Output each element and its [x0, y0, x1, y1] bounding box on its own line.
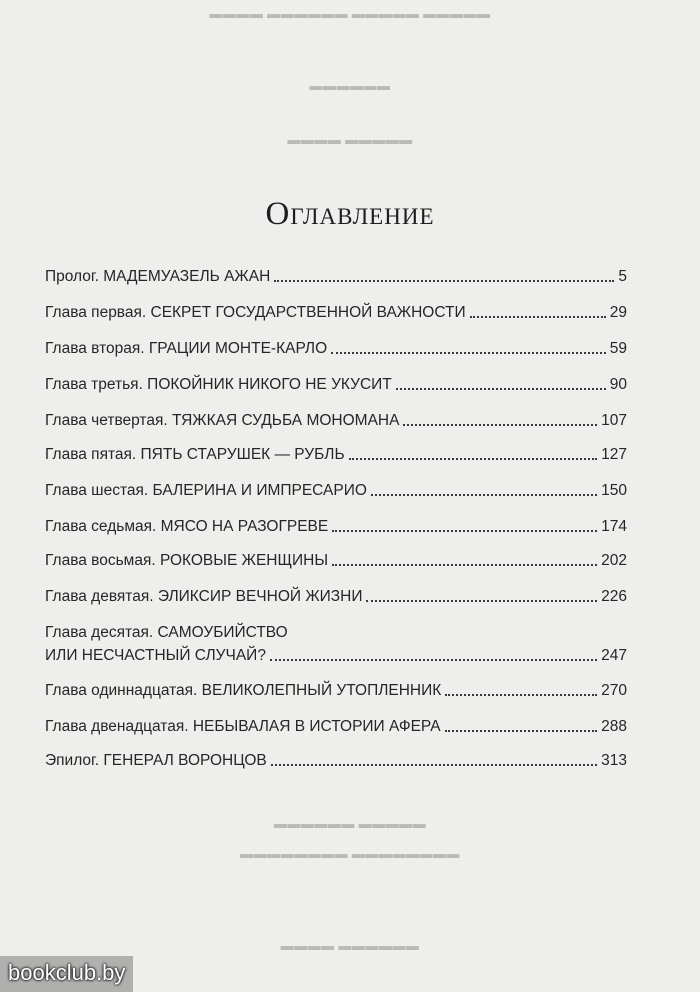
toc-entry — [45, 266, 627, 288]
toc-entry — [45, 480, 627, 502]
toc-entry-label-line1: Глава десятая. САМОУБИЙСТВО — [45, 624, 288, 641]
toc-entry-label: Глава одиннадцатая. ВЕЛИКОЛЕПНЫЙ УТОПЛЕННИК — [45, 682, 442, 699]
toc-entry-page: 247 — [601, 647, 627, 664]
toc-entry-label: Глава двенадцатая. НЕБЫВАЛАЯ В ИСТОРИИ АФЕРА — [45, 718, 441, 735]
leader-dots — [349, 458, 597, 460]
leader-dots — [403, 424, 597, 426]
toc-entry-label: Глава восьмая. РОКОВЫЕ ЖЕНЩИНЫ — [45, 552, 329, 569]
toc-entry — [45, 716, 627, 738]
toc-entry-page: 29 — [609, 304, 627, 321]
toc-entry — [45, 516, 627, 538]
toc-entry — [45, 374, 627, 396]
toc-entry-page: 90 — [609, 376, 627, 393]
toc-entry-page: 150 — [601, 482, 627, 499]
toc-entry — [45, 550, 627, 572]
toc-entry — [45, 645, 627, 667]
leader-dots — [270, 659, 597, 661]
leader-dots — [271, 764, 597, 766]
toc-entry-label: Глава шестая. БАЛЕРИНА И ИМПРЕСАРИО — [45, 482, 367, 499]
toc-entry-page: 270 — [601, 682, 627, 699]
page-title: Оглавление — [265, 196, 435, 232]
toc-entry-page: 174 — [601, 518, 627, 535]
toc-entry — [45, 750, 627, 772]
toc-entry-page: 313 — [601, 752, 627, 769]
toc-entry-page: 226 — [601, 588, 627, 605]
show-through-text: ▬▬▬▬▬▬ — [309, 78, 391, 93]
leader-dots — [331, 352, 606, 354]
leader-dots — [445, 730, 598, 732]
show-through-text: ▬▬▬▬ ▬▬▬▬▬▬ ▬▬▬▬▬ ▬▬▬▬▬ — [209, 6, 491, 21]
toc-entry-label: Глава девятая. ЭЛИКСИР ВЕЧНОЙ ЖИЗНИ — [45, 588, 363, 605]
leader-dots — [332, 530, 597, 532]
toc-entry — [45, 338, 627, 360]
leader-dots — [332, 564, 597, 566]
toc-entry-page: 5 — [618, 268, 627, 285]
toc-entry-label: Глава вторая. ГРАЦИИ МОНТЕ-КАРЛО — [45, 340, 328, 357]
toc-entry-label: Глава седьмая. МЯСО НА РАЗОГРЕВЕ — [45, 518, 329, 535]
show-through-text: ▬▬▬▬ ▬▬▬▬▬ — [287, 132, 413, 147]
watermark: bookclub.by — [0, 956, 133, 992]
leader-dots — [371, 494, 597, 496]
toc-entry — [45, 680, 627, 702]
toc-entry-label: Эпилог. ГЕНЕРАЛ ВОРОНЦОВ — [45, 752, 267, 769]
toc-entry — [45, 302, 627, 324]
toc-entry-label: ИЛИ НЕСЧАСТНЫЙ СЛУЧАЙ? — [45, 647, 266, 664]
toc-entry — [45, 410, 627, 432]
toc-entry-label: Глава первая. СЕКРЕТ ГОСУДАРСТВЕННОЙ ВАЖНОСТИ — [45, 304, 466, 321]
toc-entry-page: 107 — [601, 412, 627, 429]
show-through-text: ▬▬▬▬▬▬ ▬▬▬▬▬ — [273, 816, 427, 831]
leader-dots — [396, 388, 606, 390]
leader-dots — [366, 600, 597, 602]
toc-entry-page: 202 — [601, 552, 627, 569]
toc-entry-label: Глава четвертая. ТЯЖКАЯ СУДЬБА МОНОМАНА — [45, 412, 400, 429]
leader-dots — [274, 280, 614, 282]
toc-entry-page: 59 — [609, 340, 627, 357]
toc-entry-label: Пролог. МАДЕМУАЗЕЛЬ АЖАН — [45, 268, 271, 285]
toc-entry — [45, 444, 627, 466]
show-through-text: ▬▬▬▬ ▬▬▬▬▬▬ — [280, 938, 420, 953]
leader-dots — [470, 316, 606, 318]
leader-dots — [445, 694, 597, 696]
toc-entry-page: 288 — [601, 718, 627, 735]
toc-entry-label: Глава пятая. ПЯТЬ СТАРУШЕК — РУБЛЬ — [45, 446, 345, 463]
toc-entry — [45, 586, 627, 608]
show-through-text: ▬▬▬▬▬▬▬▬ ▬▬▬▬▬▬▬▬ — [240, 846, 460, 861]
toc-entry-label: Глава третья. ПОКОЙНИК НИКОГО НЕ УКУСИТ — [45, 376, 392, 393]
toc-entry-page: 127 — [601, 446, 627, 463]
